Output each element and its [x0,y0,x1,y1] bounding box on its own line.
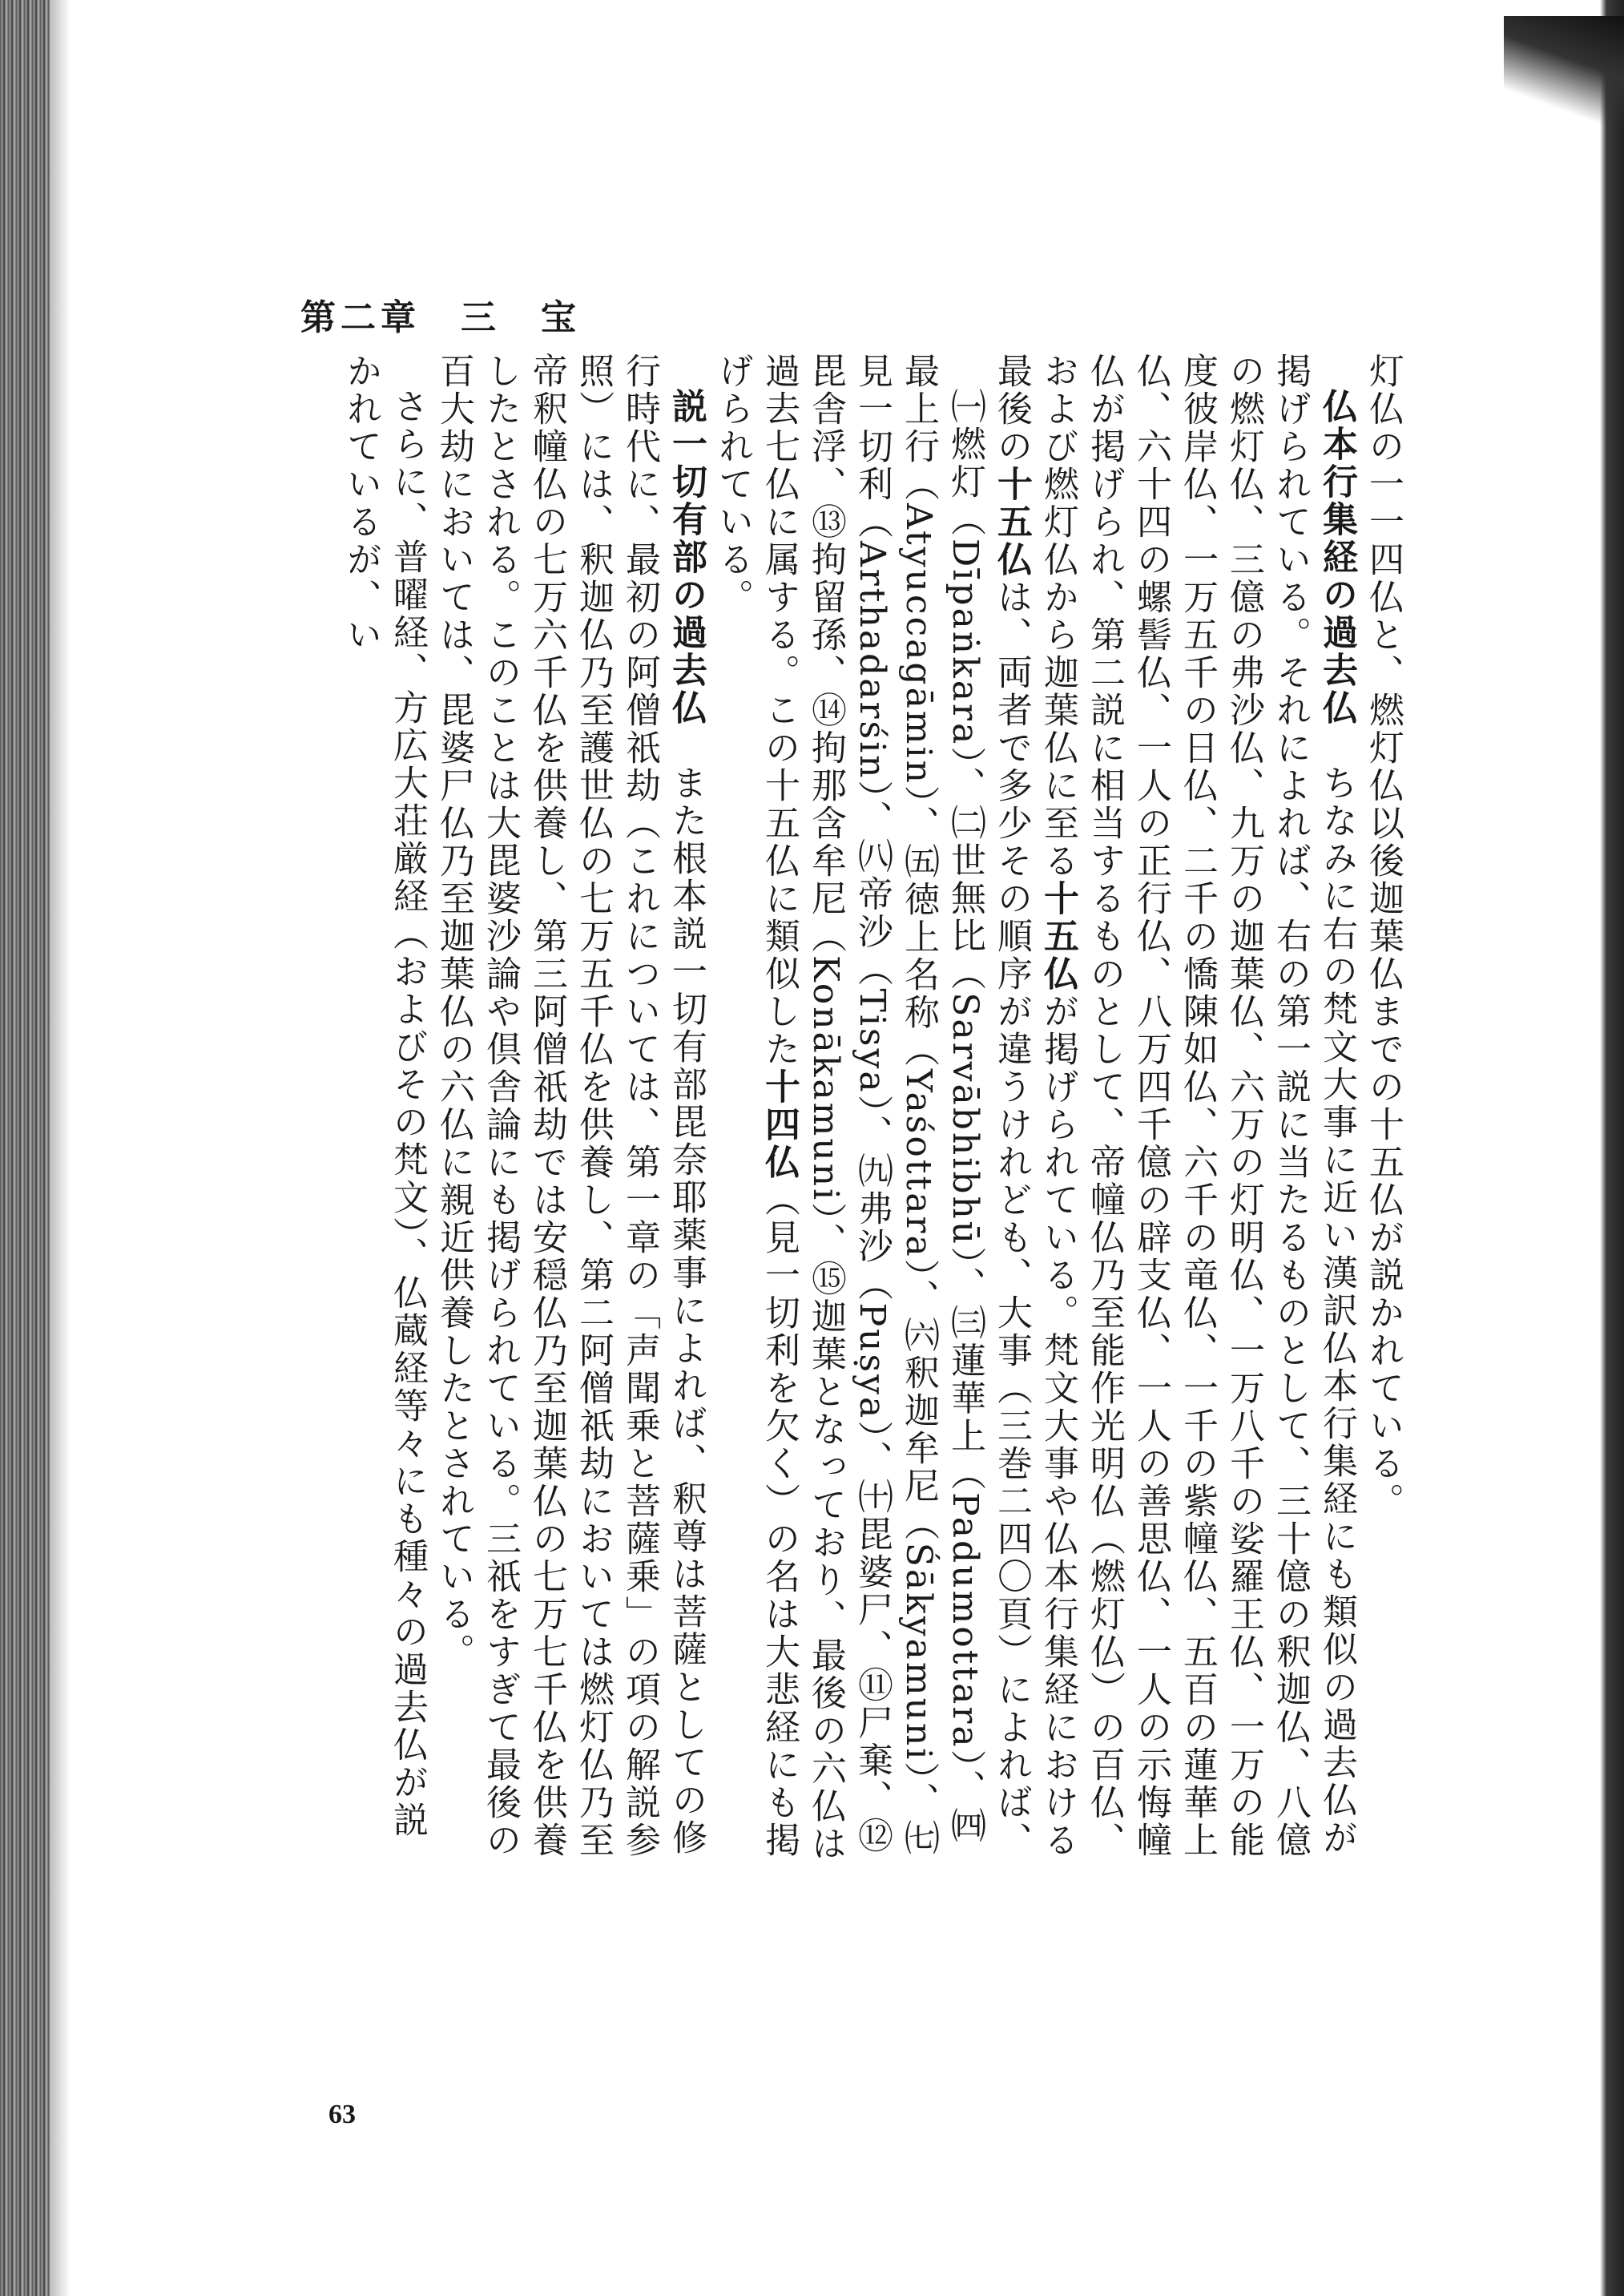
scan-binding-shadow [0,0,50,2296]
emphasis-fourteen-buddhas: 十四仏 [759,1068,800,1181]
paragraph-3-end: （見一切利を欠く）の名は大悲経にも掲げられている。 [712,353,800,1859]
emphasis-fifteen-buddhas: 十五仏 [1038,880,1078,993]
page-number: 63 [328,2100,356,2129]
paragraph-3 [709,353,988,1875]
paragraph-5: さらに、普曜経、方広大荘厳経（およびその梵文）、仏蔵経等々にも種々の過去仏が説かれているが、い [341,353,428,1839]
paragraph-4-text: また根本説一切有部毘奈耶薬事によれば、釈尊は菩薩としての修行時代に、最初の阿僧祇劫（これについては、第一章の「声聞乗と菩薩乗」の項の解説参照）には、釈迦仏乃至護世仏の七万五千仏を供養し、第二阿僧祇劫においては燃灯仏乃至帝釈幢仏の七万六千仏を供養し、第三阿僧祇劫では安穏仏乃至迦葉仏の七万七千仏を供養したとされる。このことは大毘婆沙論や倶舎論にも掲げられている。三祇をすぎて最後の百大劫においては、毘婆尸仏乃至迦葉仏の六仏に親近供養したとされている。 [433,353,707,1859]
section-heading-butsuhongyo: 仏本行集経の過去仏 [1316,388,1357,727]
scan-corner-shadow [1504,16,1624,128]
paragraph-2-end: は、両者で多少その順序が違うけれども、大事（三巻二四〇頁）によれば、 [991,579,1032,1859]
paragraph-2 [988,353,1360,1875]
paragraph-1: 灯仏の一一四仏と、燃灯仏以後迦葉仏までの十五仏が説かれている。 [1363,353,1404,1520]
paragraph-2-text: ちなみに右の梵文大事に近い漢訳仏本行集経にも類似の過去仏が掲げられている。それによれば、右の第一説に当たるものとして、三十億の釈迦仏、八億の燃灯仏、三億の弗沙仏、九万の迦葉仏、六万の灯明仏、一万八千の娑羅王仏、一万の能度彼岸仏、一万五千の日仏、二千の憍陳如仏、六千の竜仏、一千の紫幢仏、五百の蓮華上仏、六十四の螺髻仏、一人の正行仏、八万四千億の辟支仏、一人の善思仏、一人の示悔幢仏が掲げられ、第二説に相当するものとして、帝幢仏乃至能作光明仏（燃灯仏）の百仏、および燃灯仏から迦葉仏に至る [1038,353,1357,1859]
paragraph-2-tail: が掲げられている。梵文大事や仏本行集経における最後の [991,353,1078,1859]
section-heading-sarvastivada: 説一切有部の過去仏 [666,388,707,727]
scan-right-edge-shadow [1568,0,1624,2296]
emphasis-fifteen-buddhas-2: 十五仏 [991,466,1032,579]
running-head: 第二章 三 宝 [300,297,581,338]
page-body-text [268,353,1406,1875]
paragraph-4 [430,353,709,1875]
buddha-list: ㈠燃灯（Dīpaṅkara）、㈡世無比（Sarvābhibhū）、㈢蓮華上（Padumottara）、㈣最上行（Atyuccagāmin）、㈤徳上名称（Yaśottara）、㈥釈迦牟尼（Śākyamuni）、㈦見一切利（Arthadarśin）、㈧帝沙（Tisya）、㈨弗沙（Puṣya）、㈩毘婆尸、⑪尸棄、⑫毘舎浮、⑬拘留孫、⑭拘那含牟尼（Konākamuni）、⑮迦葉となっており、最後の六仏は過去七仏に属する。この十五仏に類似した [759,353,985,1863]
scan-binding-fade [50,0,71,2296]
